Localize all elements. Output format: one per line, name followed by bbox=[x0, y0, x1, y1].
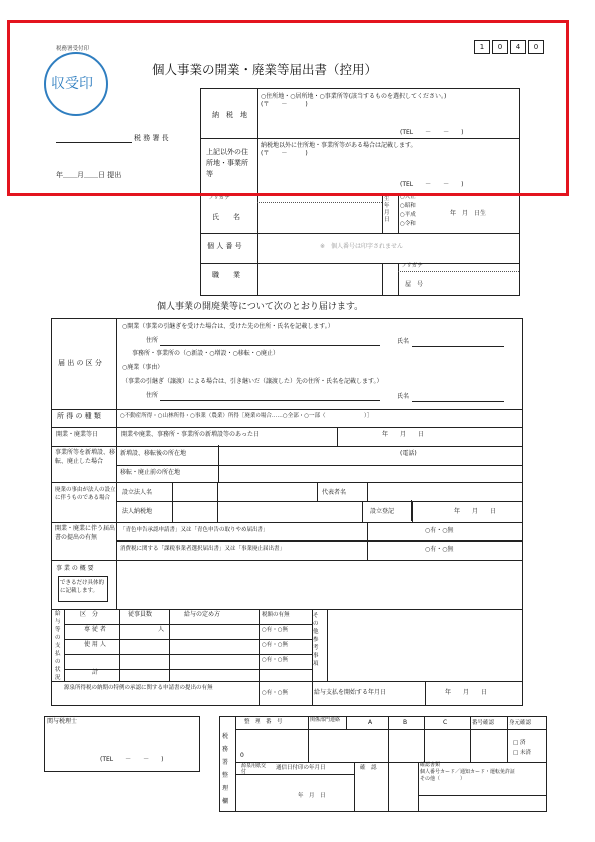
haigyo-note: （事業の引継ぎ（譲渡）による場合は、引き継いだ（譲渡した）先の住所・氏名を記載します。） bbox=[122, 378, 383, 385]
tsushin-label: 源泉用紙交付 bbox=[241, 763, 267, 775]
mizumi-check[interactable]: □ 未済 bbox=[513, 750, 531, 756]
stamp-top-text: 税務署受付印 bbox=[56, 46, 90, 52]
nozeichi-postal: (〒 － ) bbox=[261, 101, 308, 108]
col-kyuyo: 給与の定め方 bbox=[184, 611, 221, 618]
code-digit: 0 bbox=[528, 40, 544, 54]
aoiro-option: ○有・○無 bbox=[425, 527, 454, 534]
shinzo-denwa: (電話) bbox=[400, 450, 417, 457]
highlight-frame bbox=[7, 20, 569, 196]
shotoku-label: 所 得 の 種 類 bbox=[57, 412, 101, 420]
birth-fields: 年 月 日生 bbox=[450, 210, 487, 217]
sumi-check[interactable]: □ 済 bbox=[513, 740, 526, 746]
row-senju-unit: 人 bbox=[158, 626, 165, 633]
stamp-main-text: 収受印 bbox=[51, 76, 93, 92]
daihyo-label: 代表者名 bbox=[322, 489, 347, 496]
zeirishi-tel: (TEL － － ) bbox=[100, 756, 164, 763]
haigyo-address-line bbox=[160, 400, 380, 401]
tax-office-suffix: 税 務 署 長 bbox=[134, 134, 169, 142]
gensen-label: 源泉所得税の納期の特例の承認に関する申請書の提出の有無 bbox=[64, 685, 213, 691]
setsuritsu-label: 設立登記 bbox=[370, 508, 395, 515]
shinzo-divider bbox=[218, 445, 219, 482]
footer-date: 年 月 日 bbox=[298, 793, 326, 799]
other-address-label: 上記以外の住所地・事業所等 bbox=[206, 148, 248, 178]
setsuritsu-fields: 年 月 日 bbox=[454, 508, 497, 515]
col-kubun: 区 分 bbox=[80, 611, 99, 618]
code-digit: 1 bbox=[474, 40, 490, 54]
kaigyo-name-line bbox=[412, 346, 504, 347]
era-showa: ○昭和 bbox=[400, 203, 416, 209]
iten-label: 移転・廃止前の所在地 bbox=[120, 469, 181, 476]
other-address-note: 納税地以外に住所地・事業所等がある場合は記載します。 bbox=[261, 142, 417, 149]
row-shiyonin-yumu: ○有・○無 bbox=[262, 642, 289, 648]
col-c: C bbox=[443, 719, 448, 726]
gaiyo-note: できるだけ具体的に記載します。 bbox=[60, 580, 105, 594]
haigyo-name-label: 氏名 bbox=[397, 393, 410, 400]
occupation-label: 職 業 bbox=[212, 271, 240, 279]
code-digit: 0 bbox=[492, 40, 508, 54]
row-3-yumu: ○有・○無 bbox=[262, 657, 289, 663]
name-label: 氏 名 bbox=[212, 213, 240, 221]
declaration-text: 個人事業の開廃業等について次のとおり届けます。 bbox=[157, 302, 364, 312]
era-taisho: ○大正 bbox=[400, 194, 416, 200]
seiri-zero: 0 bbox=[240, 752, 244, 759]
zeirishi-label: 関与税理士 bbox=[47, 718, 78, 725]
jimusho-text: 事務所・事業所の（○新設・○増設・○移転・○廃止） bbox=[132, 350, 279, 357]
todokede-label: 届 出 の 区 分 bbox=[58, 359, 102, 367]
kakunin-shorui: 確認書類 個人番号カード／通知カード・運転免許証 その他（ ） bbox=[420, 762, 516, 782]
page-title: 個人事業の開業・廃業等届出書（控用） bbox=[152, 62, 378, 77]
hojin-label: 廃業の事由が法人の設立に伴うものである場合 bbox=[55, 487, 116, 501]
col-zeigaku: 税額の有無 bbox=[262, 612, 290, 618]
gaiyo-label: 事 業 の 概 要 bbox=[56, 565, 94, 572]
shinzo-label: 新増設、移転後の所在地 bbox=[120, 450, 187, 457]
submit-date: 年＿＿月＿＿日 提出 bbox=[56, 171, 122, 179]
row-shiyonin: 使 用 人 bbox=[84, 641, 106, 648]
haigyo-name-line bbox=[412, 401, 504, 402]
shohi-option: ○有・○無 bbox=[425, 546, 454, 553]
jimusho-label: 事業所等を新増設、移転、廃止した場合 bbox=[55, 449, 116, 465]
trade-name-label: 屋 号 bbox=[405, 281, 424, 288]
mimoto-label: 身元確認 bbox=[509, 720, 532, 726]
setsuritsu-divider bbox=[411, 500, 412, 521]
birth-label: 生年月日 bbox=[384, 196, 390, 223]
nozeichi-tel: (TEL － － ) bbox=[400, 129, 464, 136]
hojin-name-label: 設立法人名 bbox=[122, 489, 153, 496]
shorui-divider bbox=[116, 540, 522, 541]
haigyo-address-label: 住所 bbox=[146, 392, 159, 399]
date-fields: 年 月 日 bbox=[382, 431, 425, 438]
row-senju: 専 従 者 bbox=[84, 626, 106, 633]
kanyo-label: 関係部門連絡 bbox=[310, 717, 341, 723]
shohi-text: 消費税に関する「課税事業者選択届出書」又は「事業廃止届出書」 bbox=[120, 546, 286, 552]
row-kei: 計 bbox=[92, 669, 99, 676]
col-a: A bbox=[368, 719, 373, 726]
date-label: 開業・廃業等日 bbox=[56, 431, 99, 438]
kyuyo-side-label: 給与等の支払の状況 bbox=[55, 611, 61, 681]
shorui-label: 開業・廃業に伴う届出書の提出の有無 bbox=[55, 525, 116, 541]
seiri-label: 整 理 番 号 bbox=[244, 719, 283, 725]
code-digit: 4 bbox=[510, 40, 526, 54]
gensen-option: ○有・○無 bbox=[262, 690, 289, 696]
sonota-label: その他参考事項 bbox=[313, 613, 319, 667]
tsushin-date-label: 通信日付印の年月日 bbox=[276, 765, 326, 771]
col-jugyoin: 従事員数 bbox=[128, 611, 153, 618]
nozeichi-label: 納 税 地 bbox=[212, 111, 247, 119]
kakunin-label: 確 認 bbox=[360, 765, 377, 771]
kaigyo-address-label: 住所 bbox=[146, 337, 159, 344]
aoiro-text: 「青色申告承認申請書」又は「青色申告の取りやめ届出書」 bbox=[120, 527, 269, 533]
bango-label: 番号確認 bbox=[472, 720, 495, 726]
kyuyo-start-label: 給与支払を開始する年月日 bbox=[314, 689, 387, 696]
era-reiwa: ○令和 bbox=[400, 221, 416, 227]
haigyo-text: ○廃業（事由） bbox=[122, 364, 164, 371]
kaigyo-name-label: 氏名 bbox=[397, 338, 410, 345]
furigana-label: フリガナ bbox=[208, 195, 230, 201]
other-address-tel: (TEL － － ) bbox=[400, 181, 464, 188]
era-heisei: ○平成 bbox=[400, 212, 416, 218]
kaigyo-text: ○開業（事業の引継ぎを受けた場合は、受けた先の住所・氏名を記載します。） bbox=[122, 323, 334, 330]
col-b: B bbox=[403, 719, 408, 726]
shotoku-options: ○不動産所得・○山林所得・○事業（農業）所得［廃業の場合……○全部・○一部（ ）］ bbox=[120, 413, 373, 419]
hojin-nozei-label: 法人納税地 bbox=[122, 508, 153, 515]
nozeichi-options: ○住所地・○居所地・○事業所等(該当するものを選択してください。) bbox=[261, 93, 447, 100]
mynumber-label: 個 人 番 号 bbox=[207, 242, 242, 250]
kyuyo-start-fields: 年 月 日 bbox=[445, 689, 488, 696]
row-senju-yumu: ○有・○無 bbox=[262, 627, 289, 633]
mynumber-note: ※ 個人番号は印字されません bbox=[320, 243, 404, 250]
kaigyo-address-line bbox=[160, 345, 380, 346]
footer-side-label: 税務署整理欄 bbox=[222, 733, 229, 805]
furigana-label-2: フリガナ bbox=[401, 263, 423, 269]
other-address-postal: (〒 － ) bbox=[261, 150, 308, 157]
date-text: 開業や廃業、事務所・事業所の新増設等のあった日 bbox=[121, 431, 259, 438]
